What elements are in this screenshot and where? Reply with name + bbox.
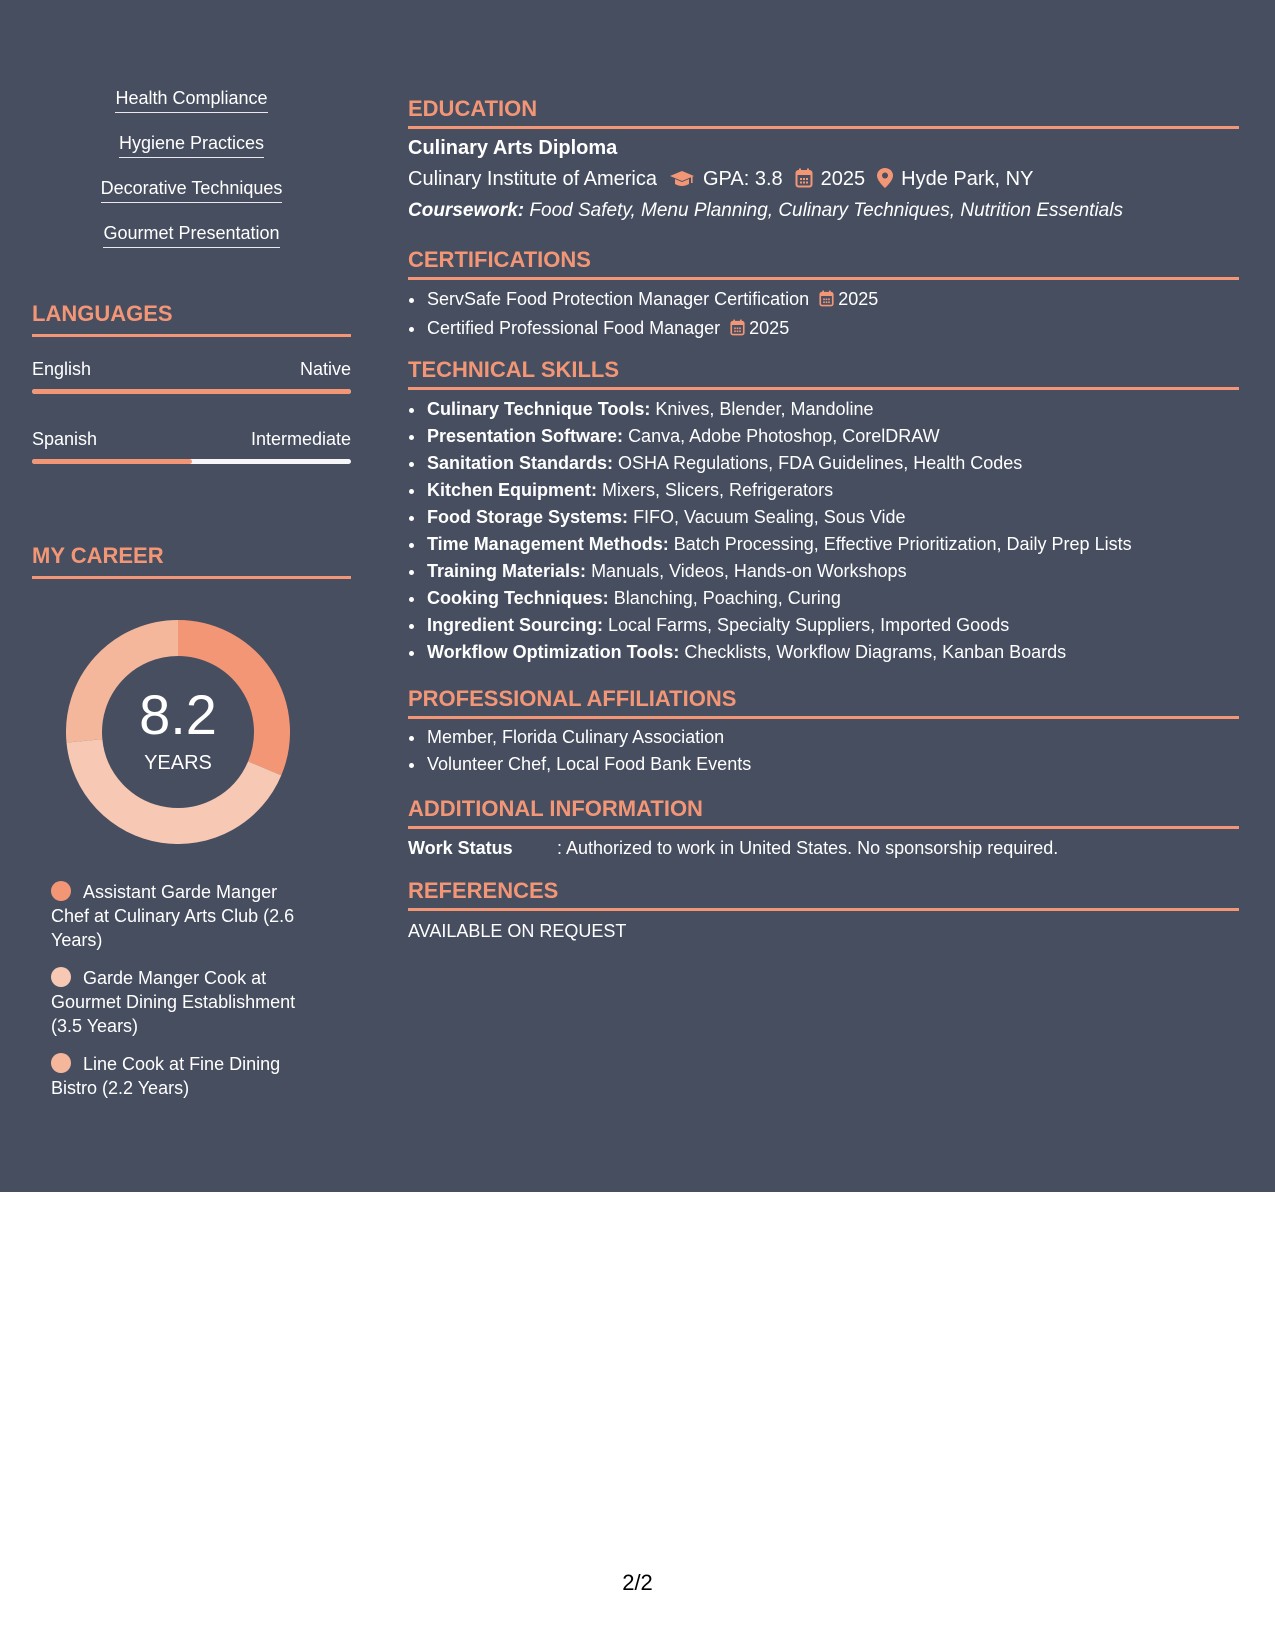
additional-info-title: ADDITIONAL INFORMATION xyxy=(408,796,1239,829)
tech-skill-value: Batch Processing, Effective Prioritization, Daily Prep Lists xyxy=(673,534,1132,554)
tech-skill-value: Mixers, Slicers, Refrigerators xyxy=(602,480,834,500)
tech-skill-label: Workflow Optimization Tools: xyxy=(427,642,680,662)
technical-skills-list xyxy=(408,396,1132,666)
tech-skill-item xyxy=(426,639,1132,666)
certifications-title: CERTIFICATIONS xyxy=(408,247,1239,280)
tech-skill-value: Canva, Adobe Photoshop, CorelDRAW xyxy=(628,426,940,446)
certification-year: 2025 xyxy=(838,289,879,309)
career-unit: YEARS xyxy=(144,752,212,774)
tech-skill-item xyxy=(426,450,1132,477)
affiliations-title: PROFESSIONAL AFFILIATIONS xyxy=(408,686,1239,719)
coursework-label: Coursework: xyxy=(408,200,525,221)
tech-skill-value: Checklists, Workflow Diagrams, Kanban Boards xyxy=(684,642,1067,662)
certification-item xyxy=(426,315,878,344)
tech-skill-label: Cooking Techniques: xyxy=(427,588,609,608)
tech-skill-item xyxy=(426,504,1132,531)
tech-skill-value: Blanching, Poaching, Curing xyxy=(613,588,841,608)
location-pin-icon xyxy=(877,168,893,194)
technical-skills-title: TECHNICAL SKILLS xyxy=(408,357,1239,390)
education-degree: Culinary Arts Diploma xyxy=(408,137,618,159)
education-gpa: GPA: 3.8 xyxy=(703,168,783,190)
career-item-label: Line Cook at Fine Dining Bistro (2.2 Years) xyxy=(51,1054,281,1098)
work-status-row xyxy=(408,838,1058,859)
tech-skill-item xyxy=(426,531,1132,558)
calendar-icon xyxy=(819,288,834,315)
language-bar-fill xyxy=(32,459,192,464)
work-status-label: Work Status xyxy=(408,838,513,858)
affiliation-item: • Member, Florida Culinary Association xyxy=(426,724,751,751)
career-total: 8.2 xyxy=(139,683,217,746)
skill-tag-label: Decorative Techniques xyxy=(101,178,283,203)
tech-skill-label: Training Materials: xyxy=(427,561,587,581)
skill-tag-label: Health Compliance xyxy=(115,88,267,113)
graduation-cap-icon xyxy=(669,170,695,194)
career-item-label: Assistant Garde Manger Chef at Culinary Arts Club (2.6 Years) xyxy=(51,882,295,950)
language-bar xyxy=(32,389,351,394)
tech-skill-label: Food Storage Systems: xyxy=(427,507,629,527)
career-item xyxy=(51,880,311,952)
skill-tag xyxy=(32,133,351,158)
career-item-label: Garde Manger Cook at Gourmet Dining Establishment (3.5 Years) xyxy=(51,968,296,1036)
certifications-list xyxy=(408,286,878,344)
tech-skill-value: Local Farms, Specialty Suppliers, Imported Goods xyxy=(608,615,1010,635)
tech-skill-item xyxy=(426,558,1132,585)
education-details xyxy=(408,168,1033,194)
language-level: Native xyxy=(299,359,351,379)
tech-skill-item xyxy=(426,423,1132,450)
education-title: EDUCATION xyxy=(408,96,1239,129)
calendar-icon xyxy=(730,317,745,344)
references-title: REFERENCES xyxy=(408,878,1239,911)
language-bar xyxy=(32,459,351,464)
education-coursework xyxy=(408,200,1123,222)
language-name: Spanish xyxy=(32,429,98,449)
skill-tag xyxy=(32,88,351,113)
skill-tag xyxy=(32,223,351,248)
language-level: Intermediate xyxy=(250,429,351,449)
career-legend-dot xyxy=(51,881,71,901)
references-text: AVAILABLE ON REQUEST xyxy=(408,921,627,941)
work-status-value: : Authorized to work in United States. No sponsorship required. xyxy=(557,838,1059,858)
language-name: English xyxy=(32,359,92,379)
tech-skill-label: Time Management Methods: xyxy=(427,534,669,554)
tech-skill-item xyxy=(426,612,1132,639)
certification-name: ServSafe Food Protection Manager Certification xyxy=(427,289,810,309)
skill-tag xyxy=(32,178,351,203)
coursework-list: Food Safety, Menu Planning, Culinary Techniques, Nutrition Essentials xyxy=(529,200,1123,221)
education-year: 2025 xyxy=(820,168,866,190)
tech-skill-label: Culinary Technique Tools: xyxy=(427,399,651,419)
certification-year: 2025 xyxy=(749,318,790,338)
certification-name: Certified Professional Food Manager xyxy=(427,318,721,338)
career-donut-chart xyxy=(66,620,290,844)
tech-skill-value: Knives, Blender, Mandoline xyxy=(655,399,874,419)
language-bar-fill xyxy=(32,389,351,394)
tech-skill-item xyxy=(426,585,1132,612)
skill-tag-label: Gourmet Presentation xyxy=(103,223,279,248)
languages-title: LANGUAGES xyxy=(32,301,351,337)
education-school: Culinary Institute of America xyxy=(408,168,657,190)
affiliation-item: • Volunteer Chef, Local Food Bank Events xyxy=(426,751,751,778)
tech-skill-value: OSHA Regulations, FDA Guidelines, Health Codes xyxy=(618,453,1023,473)
career-title: MY CAREER xyxy=(32,543,351,579)
career-item xyxy=(51,966,311,1038)
career-legend-dot xyxy=(51,967,71,987)
tech-skill-value: FIFO, Vacuum Sealing, Sous Vide xyxy=(633,507,906,527)
calendar-icon xyxy=(795,168,813,194)
certification-item xyxy=(426,286,878,315)
tech-skill-item xyxy=(426,477,1132,504)
affiliations-list xyxy=(408,724,751,778)
tech-skill-item xyxy=(426,396,1132,423)
education-location: Hyde Park, NY xyxy=(901,168,1034,190)
tech-skill-value: Manuals, Videos, Hands-on Workshops xyxy=(591,561,907,581)
page-number: 2/2 xyxy=(622,1570,653,1595)
tech-skill-label: Presentation Software: xyxy=(427,426,624,446)
tech-skill-label: Sanitation Standards: xyxy=(427,453,614,473)
career-item xyxy=(51,1052,311,1100)
career-legend-dot xyxy=(51,1053,71,1073)
tech-skill-label: Kitchen Equipment: xyxy=(427,480,597,500)
tech-skill-label: Ingredient Sourcing: xyxy=(427,615,604,635)
skill-tag-label: Hygiene Practices xyxy=(119,133,264,158)
